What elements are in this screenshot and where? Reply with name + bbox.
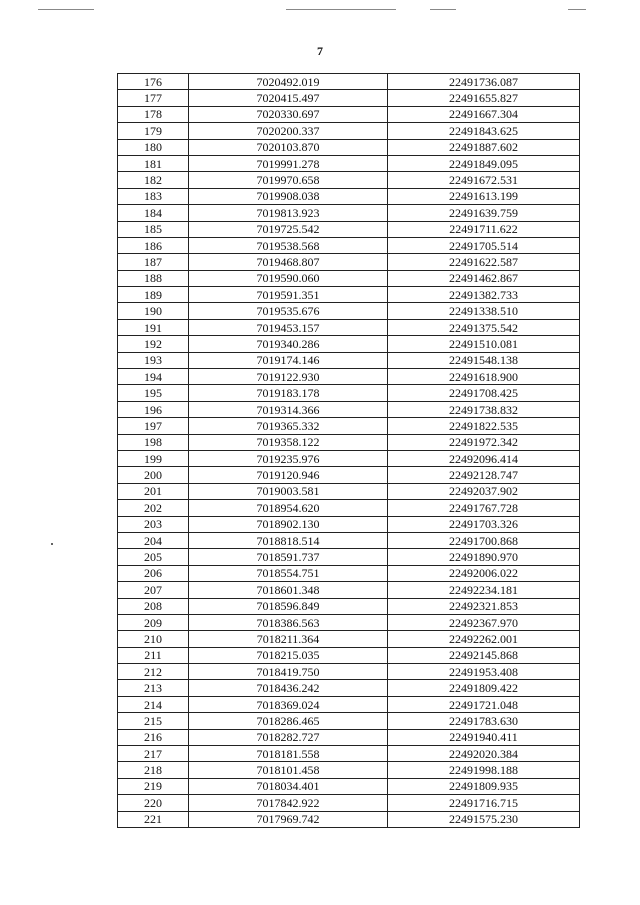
y-coordinate-cell: 22491338.510 [388,303,580,319]
point-number-cell: 202 [118,500,189,516]
y-coordinate-cell: 22491940.411 [388,729,580,745]
x-coordinate-cell: 7018286.465 [189,713,388,729]
x-coordinate-cell: 7019535.676 [189,303,388,319]
point-number-cell: 191 [118,319,189,335]
x-coordinate-cell: 7019174.146 [189,352,388,368]
x-coordinate-cell: 7018601.348 [189,582,388,598]
x-coordinate-cell: 7018369.024 [189,696,388,712]
y-coordinate-cell: 22491849.095 [388,155,580,171]
table-row [118,549,580,565]
point-number-cell: 178 [118,106,189,122]
x-coordinate-cell: 7018954.620 [189,500,388,516]
x-coordinate-cell: 7019003.581 [189,483,388,499]
point-number-cell: 209 [118,614,189,630]
y-coordinate-cell: 22491382.733 [388,287,580,303]
x-coordinate-cell: 7018902.130 [189,516,388,532]
table-row [118,746,580,762]
table-row [118,450,580,466]
x-coordinate-cell: 7018436.242 [189,680,388,696]
table-row [118,713,580,729]
y-coordinate-cell: 22491708.425 [388,385,580,401]
table-row [118,664,580,680]
page-number: 7 [317,44,323,58]
table-row [118,696,580,712]
x-coordinate-cell: 7019591.351 [189,287,388,303]
point-number-cell: 176 [118,74,189,90]
point-number-cell: 221 [118,811,189,827]
y-coordinate-cell: 22492006.022 [388,565,580,581]
y-coordinate-cell: 22491738.832 [388,401,580,417]
x-coordinate-cell: 7018034.401 [189,778,388,794]
table-row [118,205,580,221]
table-row [118,483,580,499]
point-number-cell: 200 [118,467,189,483]
scan-artifact [430,9,456,10]
point-number-cell: 205 [118,549,189,565]
table-row [118,369,580,385]
table-row [118,795,580,811]
table-row [118,336,580,352]
x-coordinate-cell: 7019725.542 [189,221,388,237]
x-coordinate-cell: 7018419.750 [189,664,388,680]
point-number-cell: 199 [118,450,189,466]
coordinates-table-body [118,74,580,828]
y-coordinate-cell: 22491613.199 [388,188,580,204]
table-row [118,303,580,319]
point-number-cell: 214 [118,696,189,712]
y-coordinate-cell: 22491809.422 [388,680,580,696]
point-number-cell: 197 [118,418,189,434]
y-coordinate-cell: 22492020.384 [388,746,580,762]
x-coordinate-cell: 7018591.737 [189,549,388,565]
point-number-cell: 212 [118,664,189,680]
y-coordinate-cell: 22491510.081 [388,336,580,352]
table-row [118,221,580,237]
y-coordinate-cell: 22491783.630 [388,713,580,729]
table-row [118,74,580,90]
table-row [118,532,580,548]
y-coordinate-cell: 22492262.001 [388,631,580,647]
y-coordinate-cell: 22492037.902 [388,483,580,499]
point-number-cell: 179 [118,123,189,139]
table-row [118,287,580,303]
table-row [118,778,580,794]
table-row [118,188,580,204]
point-number-cell: 220 [118,795,189,811]
y-coordinate-cell: 22491705.514 [388,237,580,253]
y-coordinate-cell: 22492128.747 [388,467,580,483]
x-coordinate-cell: 7018211.364 [189,631,388,647]
y-coordinate-cell: 22491462.867 [388,270,580,286]
x-coordinate-cell: 7019970.658 [189,172,388,188]
scan-artifact [286,9,396,10]
x-coordinate-cell: 7020330.697 [189,106,388,122]
point-number-cell: 186 [118,237,189,253]
table-row [118,418,580,434]
scan-artifact [568,9,586,10]
table-row [118,598,580,614]
point-number-cell: 195 [118,385,189,401]
x-coordinate-cell: 7018282.727 [189,729,388,745]
point-number-cell: 207 [118,582,189,598]
point-number-cell: 188 [118,270,189,286]
table-row [118,467,580,483]
table-row [118,172,580,188]
table-row [118,155,580,171]
y-coordinate-cell: 22491716.715 [388,795,580,811]
table-row [118,680,580,696]
y-coordinate-cell: 22491822.535 [388,418,580,434]
table-row [118,106,580,122]
y-coordinate-cell: 22491639.759 [388,205,580,221]
point-number-cell: 213 [118,680,189,696]
point-number-cell: 182 [118,172,189,188]
point-number-cell: 219 [118,778,189,794]
x-coordinate-cell: 7019908.038 [189,188,388,204]
x-coordinate-cell: 7020200.337 [189,123,388,139]
table-row [118,139,580,155]
y-coordinate-cell: 22491953.408 [388,664,580,680]
point-number-cell: 208 [118,598,189,614]
point-number-cell: 204 [118,532,189,548]
y-coordinate-cell: 22491672.531 [388,172,580,188]
point-number-cell: 192 [118,336,189,352]
table-row [118,352,580,368]
x-coordinate-cell: 7019538.568 [189,237,388,253]
y-coordinate-cell: 22491843.625 [388,123,580,139]
y-coordinate-cell: 22491575.230 [388,811,580,827]
point-number-cell: 189 [118,287,189,303]
table-row [118,319,580,335]
point-number-cell: 183 [118,188,189,204]
table-row [118,762,580,778]
scan-artifact [38,9,94,10]
x-coordinate-cell: 7017969.742 [189,811,388,827]
coordinates-table [117,73,580,828]
x-coordinate-cell: 7019590.060 [189,270,388,286]
x-coordinate-cell: 7020103.870 [189,139,388,155]
point-number-cell: 203 [118,516,189,532]
x-coordinate-cell: 7018215.035 [189,647,388,663]
point-number-cell: 190 [118,303,189,319]
y-coordinate-cell: 22491736.087 [388,74,580,90]
point-number-cell: 211 [118,647,189,663]
point-number-cell: 184 [118,205,189,221]
x-coordinate-cell: 7018554.751 [189,565,388,581]
table-row [118,729,580,745]
x-coordinate-cell: 7019340.286 [189,336,388,352]
x-coordinate-cell: 7019991.278 [189,155,388,171]
table-row [118,385,580,401]
y-coordinate-cell: 22491998.188 [388,762,580,778]
table-row [118,401,580,417]
x-coordinate-cell: 7018386.563 [189,614,388,630]
x-coordinate-cell: 7018101.458 [189,762,388,778]
point-number-cell: 215 [118,713,189,729]
y-coordinate-cell: 22491375.542 [388,319,580,335]
point-number-cell: 187 [118,254,189,270]
point-number-cell: 217 [118,746,189,762]
scan-dot [51,543,53,545]
x-coordinate-cell: 7019314.366 [189,401,388,417]
y-coordinate-cell: 22491887.602 [388,139,580,155]
y-coordinate-cell: 22492367.970 [388,614,580,630]
x-coordinate-cell: 7019235.976 [189,450,388,466]
x-coordinate-cell: 7020492.019 [189,74,388,90]
table-row [118,631,580,647]
x-coordinate-cell: 7019453.157 [189,319,388,335]
x-coordinate-cell: 7019358.122 [189,434,388,450]
point-number-cell: 185 [118,221,189,237]
table-row [118,614,580,630]
point-number-cell: 198 [118,434,189,450]
point-number-cell: 181 [118,155,189,171]
point-number-cell: 196 [118,401,189,417]
y-coordinate-cell: 22492096.414 [388,450,580,466]
y-coordinate-cell: 22491703.326 [388,516,580,532]
x-coordinate-cell: 7019813.923 [189,205,388,221]
table-row [118,516,580,532]
x-coordinate-cell: 7020415.497 [189,90,388,106]
point-number-cell: 177 [118,90,189,106]
table-row [118,123,580,139]
x-coordinate-cell: 7019120.946 [189,467,388,483]
x-coordinate-cell: 7019468.807 [189,254,388,270]
table-row [118,565,580,581]
x-coordinate-cell: 7019183.178 [189,385,388,401]
y-coordinate-cell: 22491809.935 [388,778,580,794]
point-number-cell: 194 [118,369,189,385]
x-coordinate-cell: 7019365.332 [189,418,388,434]
y-coordinate-cell: 22492145.868 [388,647,580,663]
point-number-cell: 210 [118,631,189,647]
table-row [118,647,580,663]
y-coordinate-cell: 22492321.853 [388,598,580,614]
table-row [118,90,580,106]
table-row [118,434,580,450]
y-coordinate-cell: 22491622.587 [388,254,580,270]
x-coordinate-cell: 7018596.849 [189,598,388,614]
table-row [118,237,580,253]
table-row [118,254,580,270]
x-coordinate-cell: 7018181.558 [189,746,388,762]
point-number-cell: 216 [118,729,189,745]
table-row [118,500,580,516]
y-coordinate-cell: 22491618.900 [388,369,580,385]
y-coordinate-cell: 22491972.342 [388,434,580,450]
y-coordinate-cell: 22491655.827 [388,90,580,106]
point-number-cell: 180 [118,139,189,155]
table-row [118,582,580,598]
point-number-cell: 218 [118,762,189,778]
y-coordinate-cell: 22491890.970 [388,549,580,565]
y-coordinate-cell: 22491711.622 [388,221,580,237]
y-coordinate-cell: 22491721.048 [388,696,580,712]
y-coordinate-cell: 22491667.304 [388,106,580,122]
x-coordinate-cell: 7019122.930 [189,369,388,385]
point-number-cell: 193 [118,352,189,368]
point-number-cell: 201 [118,483,189,499]
y-coordinate-cell: 22491700.868 [388,532,580,548]
x-coordinate-cell: 7017842.922 [189,795,388,811]
y-coordinate-cell: 22491548.138 [388,352,580,368]
point-number-cell: 206 [118,565,189,581]
table-row [118,270,580,286]
x-coordinate-cell: 7018818.514 [189,532,388,548]
y-coordinate-cell: 22492234.181 [388,582,580,598]
y-coordinate-cell: 22491767.728 [388,500,580,516]
table-row [118,811,580,827]
